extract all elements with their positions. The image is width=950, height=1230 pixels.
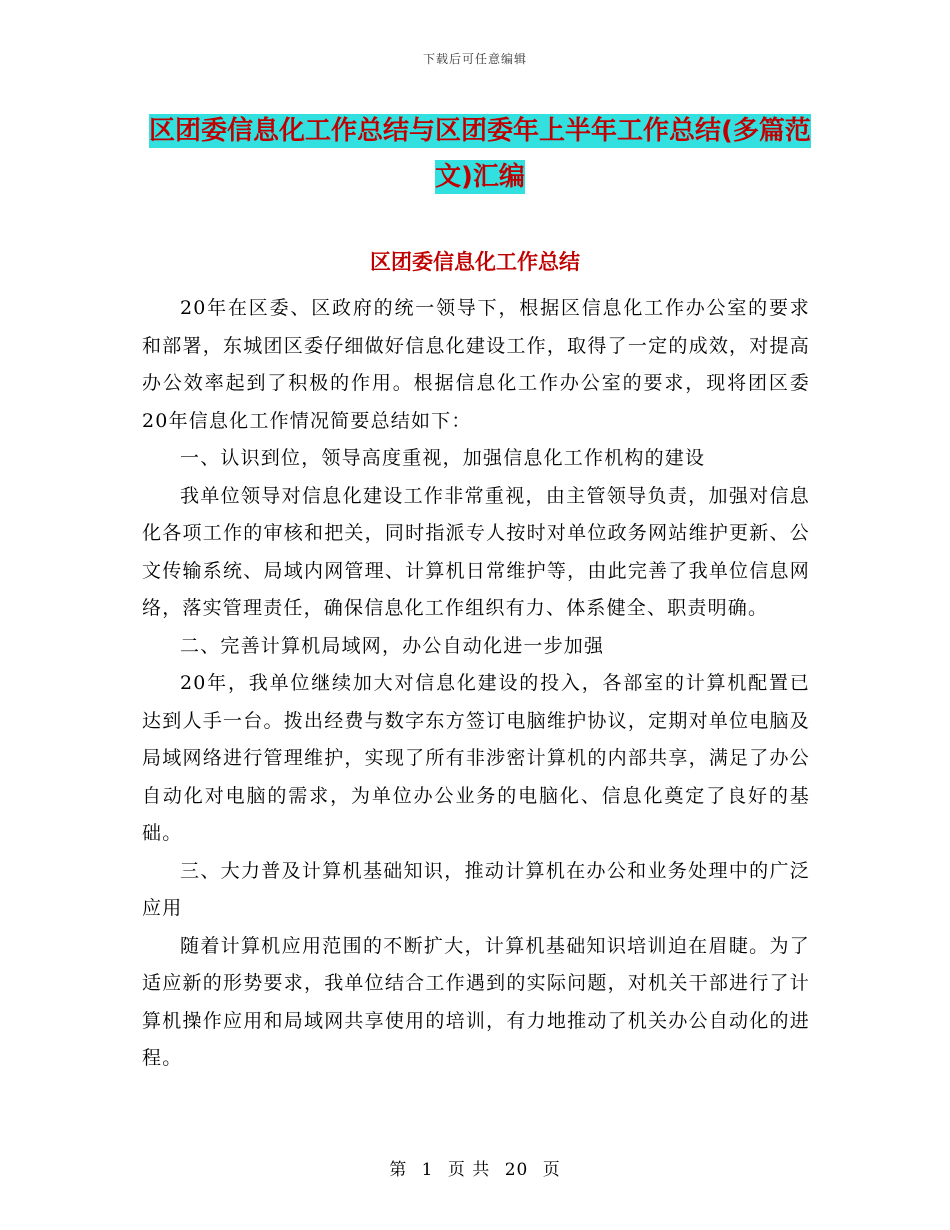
heading-one: 一、认识到位，领导高度重视，加强信息化工作机构的建设 <box>180 447 706 469</box>
paragraph-one: 我单位领导对信息化建设工作非常重视，由主管领导负责，加强对信息化各项工作的审核和把关，同时指派专人按时对单位政务网站维护更新、公文传输系统、局域内网管理、计算机日常维护等，由此完善了我单位信息网络，落实管理责任，确保信息化工作组织有力、体系健全、职责明确。 <box>142 484 810 619</box>
paragraph-intro: 20年在区委、区政府的统一领导下，根据区信息化工作办公室的要求和部署，东城团区委仔细做好信息化建设工作，取得了一定的成效，对提高办公效率起到了积极的作用。根据信息化工作办公室的要求，现将团区委20年信息化工作情况简要总结如下： <box>142 297 810 432</box>
footer-suffix: 页 <box>542 1160 561 1180</box>
page-footer <box>0 1155 950 1180</box>
footer-middle: 页 共 <box>447 1160 491 1180</box>
paragraph-two: 20年，我单位继续加大对信息化建设的投入，各部室的计算机配置已达到人手一台。拨出经费与数字东方签订电脑维护协议，定期对单位电脑及局域网络进行管理维护，实现了所有非涉密计算机的内部共享，满足了办公自动化对电脑的需求，为单位办公业务的电脑化、信息化奠定了良好的基础。 <box>142 672 810 844</box>
body-text <box>142 290 810 1078</box>
footer-prefix: 第 <box>389 1160 408 1180</box>
section-title: 区团委信息化工作总结 <box>370 250 580 274</box>
document-title <box>140 108 820 200</box>
heading-three: 三、大力普及计算机基础知识，推动计算机在办公和业务处理中的广泛应用 <box>142 859 810 919</box>
page-number: 1 <box>421 1160 434 1180</box>
heading-two: 二、完善计算机局域网，办公自动化进一步加强 <box>180 634 605 657</box>
document-title-text: 区团委信息化工作总结与区团委年上半年工作总结(多篇范文)汇编 <box>149 116 811 192</box>
paragraph-three: 随着计算机应用范围的不断扩大，计算机基础知识培训迫在眉睫。为了适应新的形势要求，我单位结合工作遇到的实际问题，对机关干部进行了计算机操作应用和局域网共享使用的培训，有力地推动了机关办公自动化的进程。 <box>142 934 810 1069</box>
header-note: 下载后可任意编辑 <box>422 52 527 66</box>
page-total: 20 <box>504 1160 529 1180</box>
